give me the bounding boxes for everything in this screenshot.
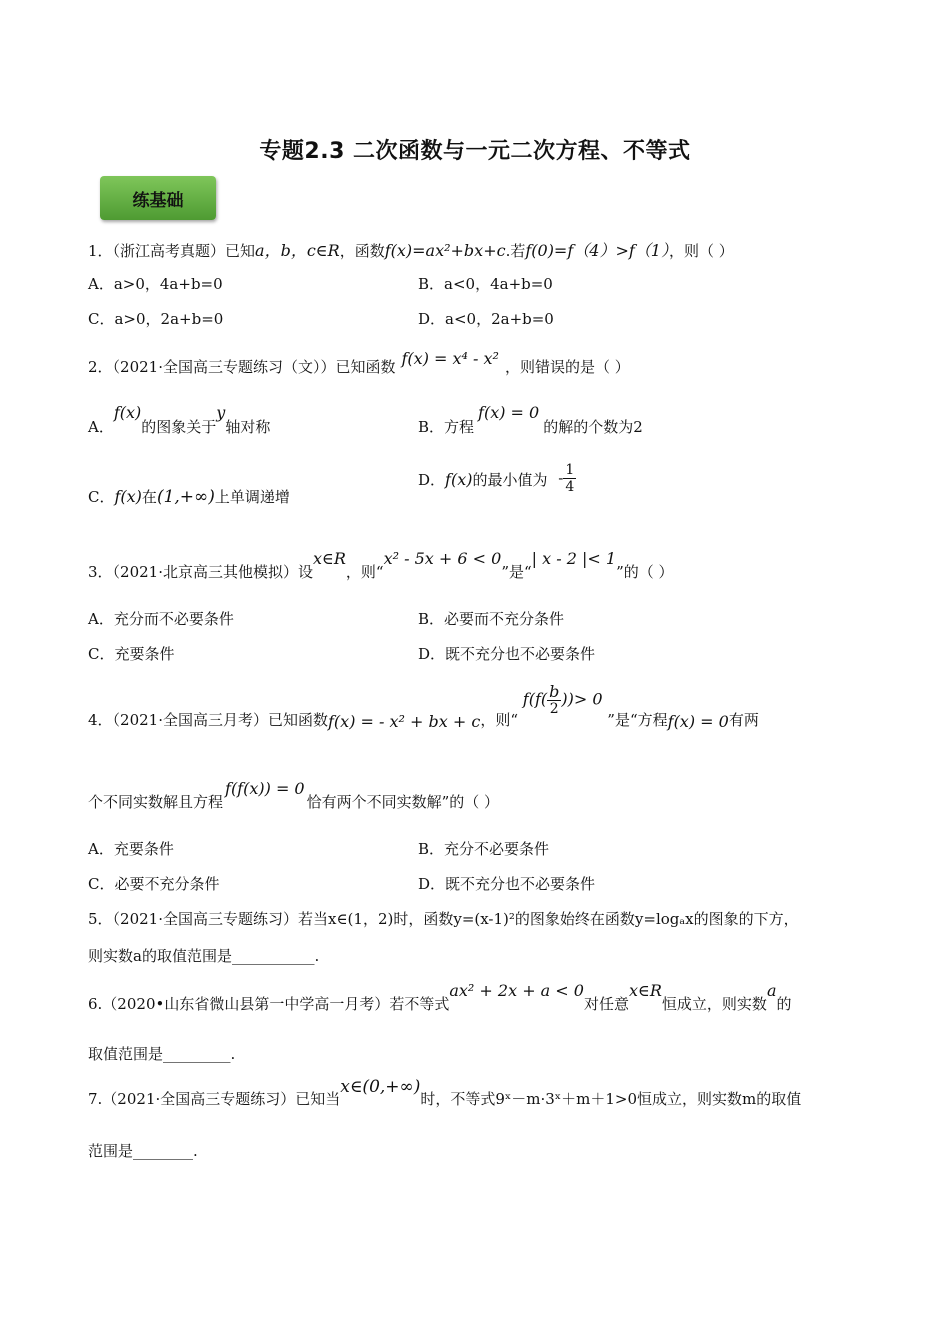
page-title: 专题2.3 二次函数与一元二次方程、不等式 bbox=[259, 139, 691, 164]
question-4-option-b[interactable]: B．充分不必要条件 bbox=[418, 840, 550, 858]
question-1-option-a[interactable]: A．a>0，4a+b=0 bbox=[88, 275, 223, 293]
fraction-b-over-2: $\frac{b}{2}$ bbox=[549, 682, 560, 717]
fraction-one-quarter: $\frac{1}{4}$ bbox=[565, 462, 575, 495]
question-4-option-d[interactable]: D．既不充分也不必要条件 bbox=[418, 875, 596, 893]
question-6-stem-line2[interactable]: 取值范围是_________. bbox=[88, 1045, 236, 1063]
question-3-option-b[interactable]: B．必要而不充分条件 bbox=[418, 610, 565, 628]
question-1-option-d[interactable]: D．a<0，2a+b=0 bbox=[418, 310, 554, 328]
question-1-stem: 1．（浙江高考真题）已知a，b，c∈R，函数f(x)=ax²+bx+c.若f(0)=f（4）>f（1），则（ ） bbox=[88, 241, 734, 260]
question-1-option-c[interactable]: C．a>0，2a+b=0 bbox=[88, 310, 224, 328]
question-3-option-c[interactable]: C．充要条件 bbox=[88, 645, 175, 663]
question-2-stem: 2．（2021·全国高三专题练习（文））已知函数 f(x) = x⁴ - x² ，则错误的是（ ） bbox=[88, 349, 630, 376]
question-3-option-d[interactable]: D．既不充分也不必要条件 bbox=[418, 645, 596, 663]
section-badge: 练基础 bbox=[100, 176, 216, 220]
question-2-option-c[interactable]: C．f(x)在(1,+∞)上单调递增 bbox=[88, 487, 290, 507]
question-2-option-b[interactable]: B．方程f(x) = 0的解的个数为2 bbox=[418, 403, 643, 436]
question-7-stem: 7.（2021·全国高三专题练习）已知当x∈(0,+∞)时，不等式9ˣ－m·3ˣ＋m＋1>0恒成立，则实数m的取值 bbox=[88, 1077, 802, 1108]
question-1-option-b[interactable]: B．a<0，4a+b=0 bbox=[418, 275, 553, 293]
question-4-stem: 4．（2021·全国高三月考）已知函数f(x) = - x² + bx + c，则“ f(f( $\frac{b}{2}$ ))> 0 ”是“方程f(x) = 0有两 bbox=[88, 682, 759, 731]
question-5-stem-line2[interactable]: 则实数a的取值范围是___________. bbox=[88, 947, 320, 965]
question-3-stem: 3．（2021·北京高三其他模拟）设x∈R，则“x² - 5x + 6 < 0”是“| x - 2 |< 1”的（ ） bbox=[88, 549, 674, 581]
question-3-option-a[interactable]: A．充分而不必要条件 bbox=[88, 610, 234, 628]
question-4-stem-line2: 个不同实数解且方程f(f(x)) = 0恰有两个不同实数解”的（ ） bbox=[88, 779, 500, 811]
question-4-option-a[interactable]: A．充要条件 bbox=[88, 840, 174, 858]
question-2-option-d[interactable]: D．f(x)的最小值为 - $\frac{1}{4}$ bbox=[418, 462, 575, 495]
question-7-stem-line2[interactable]: 范围是________. bbox=[88, 1142, 198, 1160]
question-2-option-a[interactable]: A．f(x)的图象关于y轴对称 bbox=[88, 403, 271, 436]
question-5-stem: 5．（2021·全国高三专题练习）若当x∈(1，2)时，函数y=(x-1)²的图象始终在函数y=logₐx的图象的下方， bbox=[88, 910, 799, 928]
question-4-option-c[interactable]: C．必要不充分条件 bbox=[88, 875, 220, 893]
question-6-stem: 6.（2020•山东省微山县第一中学高一月考）若不等式ax² + 2x + a < 0对任意x∈R恒成立，则实数a的 bbox=[88, 981, 792, 1013]
